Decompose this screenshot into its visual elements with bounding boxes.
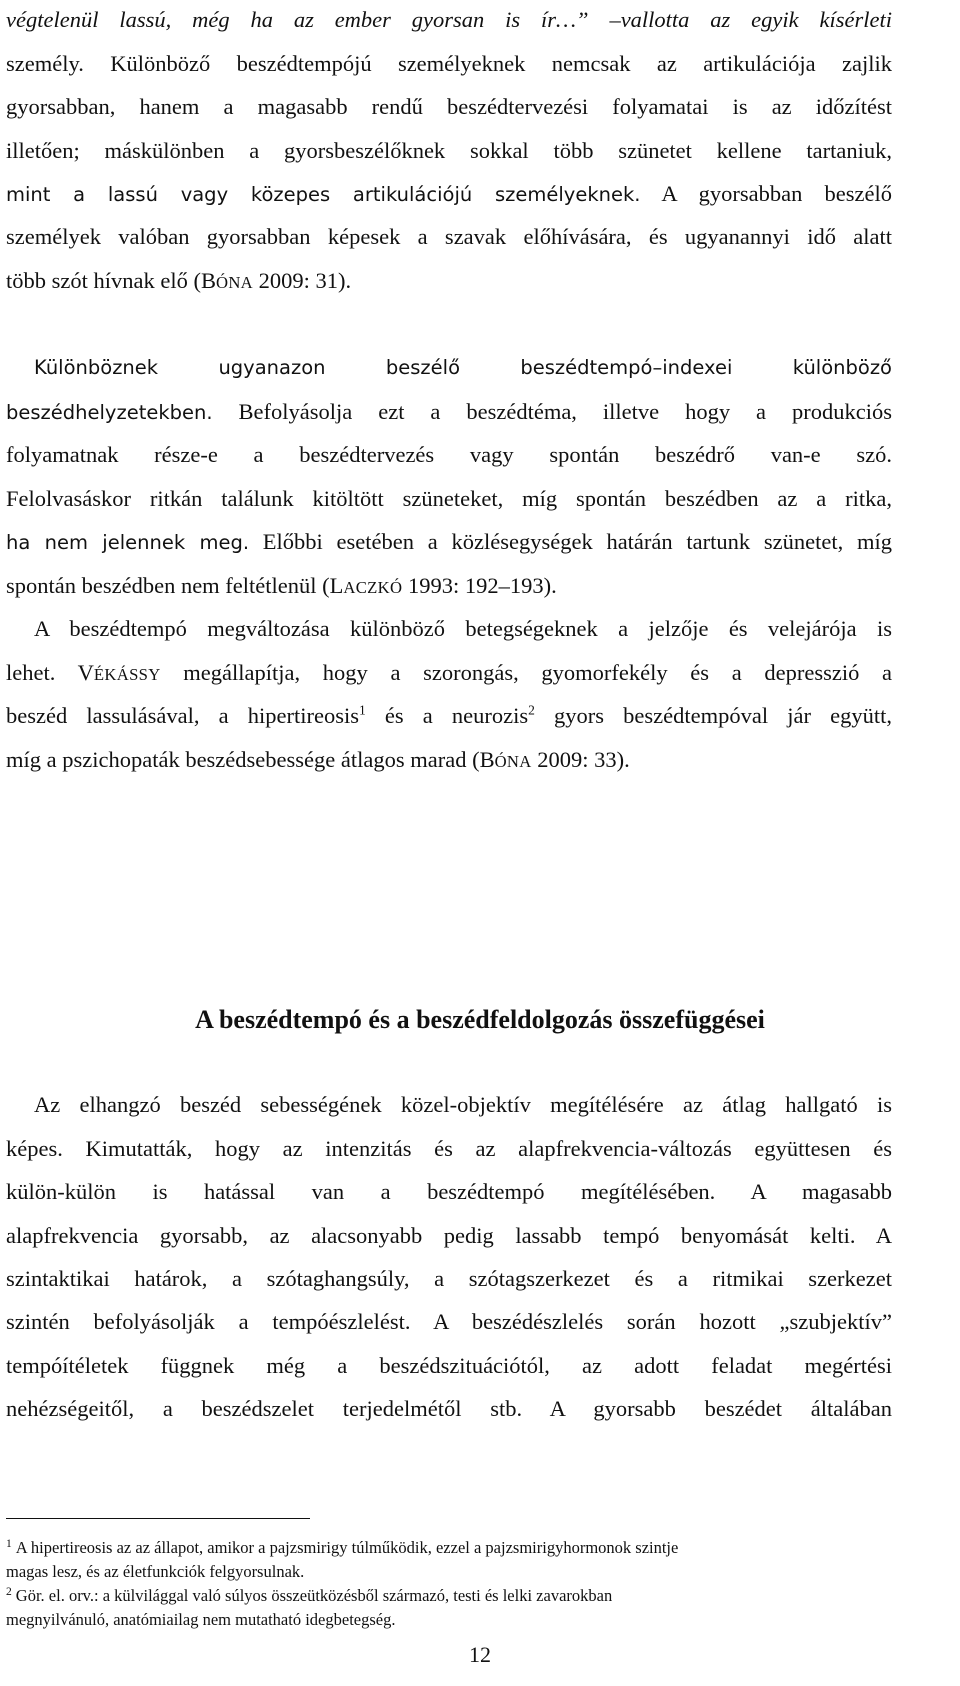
body-text-line: folyamatnak része-e a beszédtervezés vagy spontán beszédrő van-e szó. [6,442,892,467]
text-run: és a neurozis [365,703,529,728]
body-text-line: gyorsabban, hanem a magasabb rendű beszédtervezési folyamatai is az időzítést [6,94,892,119]
body-text-line [6,5,892,35]
footnote-text: A hipertireosis az az állapot, amikor a pajzsmirigy túlműködik, ezzel a pajzsmirigyhormonok szintje [15,1538,679,1557]
body-text-line: szintén befolyásolják a tempóészlelést. A beszédészlelés során hozott „szubjektív” [6,1309,892,1334]
text-run: gyors beszédtempóval jár együtt, [534,703,892,728]
footnote-number: 1 [6,1537,12,1550]
body-text-line [6,745,892,777]
body-text-line: tempóítéletek függnek még a beszédszituációtól, az adott feladat megértési [6,1353,892,1378]
footnote-1 [6,1535,892,1560]
body-text-line [6,701,892,731]
footnote-1-continuation: magas lesz, és az életfunkciók felgyorsulnak. [6,1562,305,1581]
small-caps-author: ÓNA [494,752,532,771]
footnote-separator [6,1518,310,1519]
footnote-reference[interactable]: 1 [358,702,366,718]
body-text-line: külön-külön is hatással van a beszédtempó megítélésében. A magasabb [6,1179,892,1204]
text-run: beszéd lassulásával, a hipertireosis [6,703,359,728]
text-run: mint a lassú vagy közepes artikulációjú személyeknek. [6,183,641,206]
footnote-number: 2 [6,1585,12,1598]
text-run: A gyorsabban beszélő [640,181,892,206]
text-run: míg a pszichopaták beszédsebessége átlagos marad (B [6,747,495,772]
footnote-2 [6,1583,892,1608]
body-text-line: Az elhangzó beszéd sebességének közel-objektív megítélésére az átlag hallgató is [34,1092,892,1117]
body-text-line [6,571,892,603]
text-run: több szót hívnak elő (B [6,268,216,293]
footnote-reference[interactable]: 2 [528,702,535,718]
body-text-line: Felolvasáskor ritkán találunk kitöltött szüneteket, míg spontán beszédben az a ritka, [6,486,892,511]
text-run: 2009: 33). [531,747,630,772]
text-run: beszédhelyzetekben. [6,401,213,424]
body-text-line: személy. Különböző beszédtempójú személyeknek nemcsak az artikulációja zajlik [6,51,892,76]
small-caps-author: ACZKÓ [343,578,403,597]
text-run: Előbbi esetében a közlésegységek határán tartunk szünetet, míg [249,529,892,554]
body-text-line [6,179,892,210]
footnote-text: Gör. el. orv.: a külvilággal való súlyos összeütközésből származó, testi és lelki zavarokban [15,1586,613,1605]
footnote-2-continuation: megnyilvánuló, anatómiailag nem mutatható idegbetegség. [6,1610,396,1629]
body-text-line [6,266,892,298]
body-text-line [6,527,892,558]
body-text-line [6,397,892,428]
body-text-line: képes. Kimutatták, hogy az intenzitás és az alapfrekvencia-változás együttesen és [6,1136,892,1161]
small-caps-author: ÓNA [215,273,254,292]
text-run: Befolyásolja ezt a beszédtéma, illetve hogy a produkciós [212,399,892,424]
text-run: megállapítja, hogy a szorongás, gyomorfekély és a depresszió a [160,660,892,685]
body-text-line: illetően; máskülönben a gyorsbeszélőknek sokkal több szünetet kellene tartaniuk, [6,138,892,163]
text-run: ha nem jelennek meg. [6,531,250,554]
small-caps-author: ÉKÁSSY [93,665,161,684]
section-heading: A beszédtempó és a beszédfeldolgozás összefüggései [195,1005,765,1034]
body-text-line: szintaktikai határok, a szótaghangsúly, a szótagszerkezet és a ritmikai szerkezet [6,1266,892,1291]
text-run: 2009: 31). [253,268,352,293]
body-text-line: Különböznek ugyanazon beszélő beszédtempó–indexei különböző [34,356,892,379]
page-number: 12 [469,1642,491,1667]
body-text-line [6,658,892,690]
text-run: spontán beszédben nem feltétlenül (L [6,573,344,598]
text-run: lehet. V [6,660,94,685]
body-text-line: alapfrekvencia gyorsabb, az alacsonyabb pedig lassabb tempó benyomását kelti. A [6,1223,892,1248]
body-text-line: személyek valóban gyorsabban képesek a szavak előhívására, és ugyanannyi idő alatt [6,224,892,249]
text-run: 1993: 192–193). [402,573,557,598]
body-text-line: nehézségeitől, a beszédszelet terjedelmétől stb. A gyorsabb beszédet általában [6,1396,892,1421]
quote-text: végtelenül lassú, még ha az ember gyorsan is ír…” –vallotta az egyik kísérleti [6,7,892,32]
body-text-line: A beszédtempó megváltozása különböző betegségeknek a jelzője és velejárója is [34,616,892,641]
